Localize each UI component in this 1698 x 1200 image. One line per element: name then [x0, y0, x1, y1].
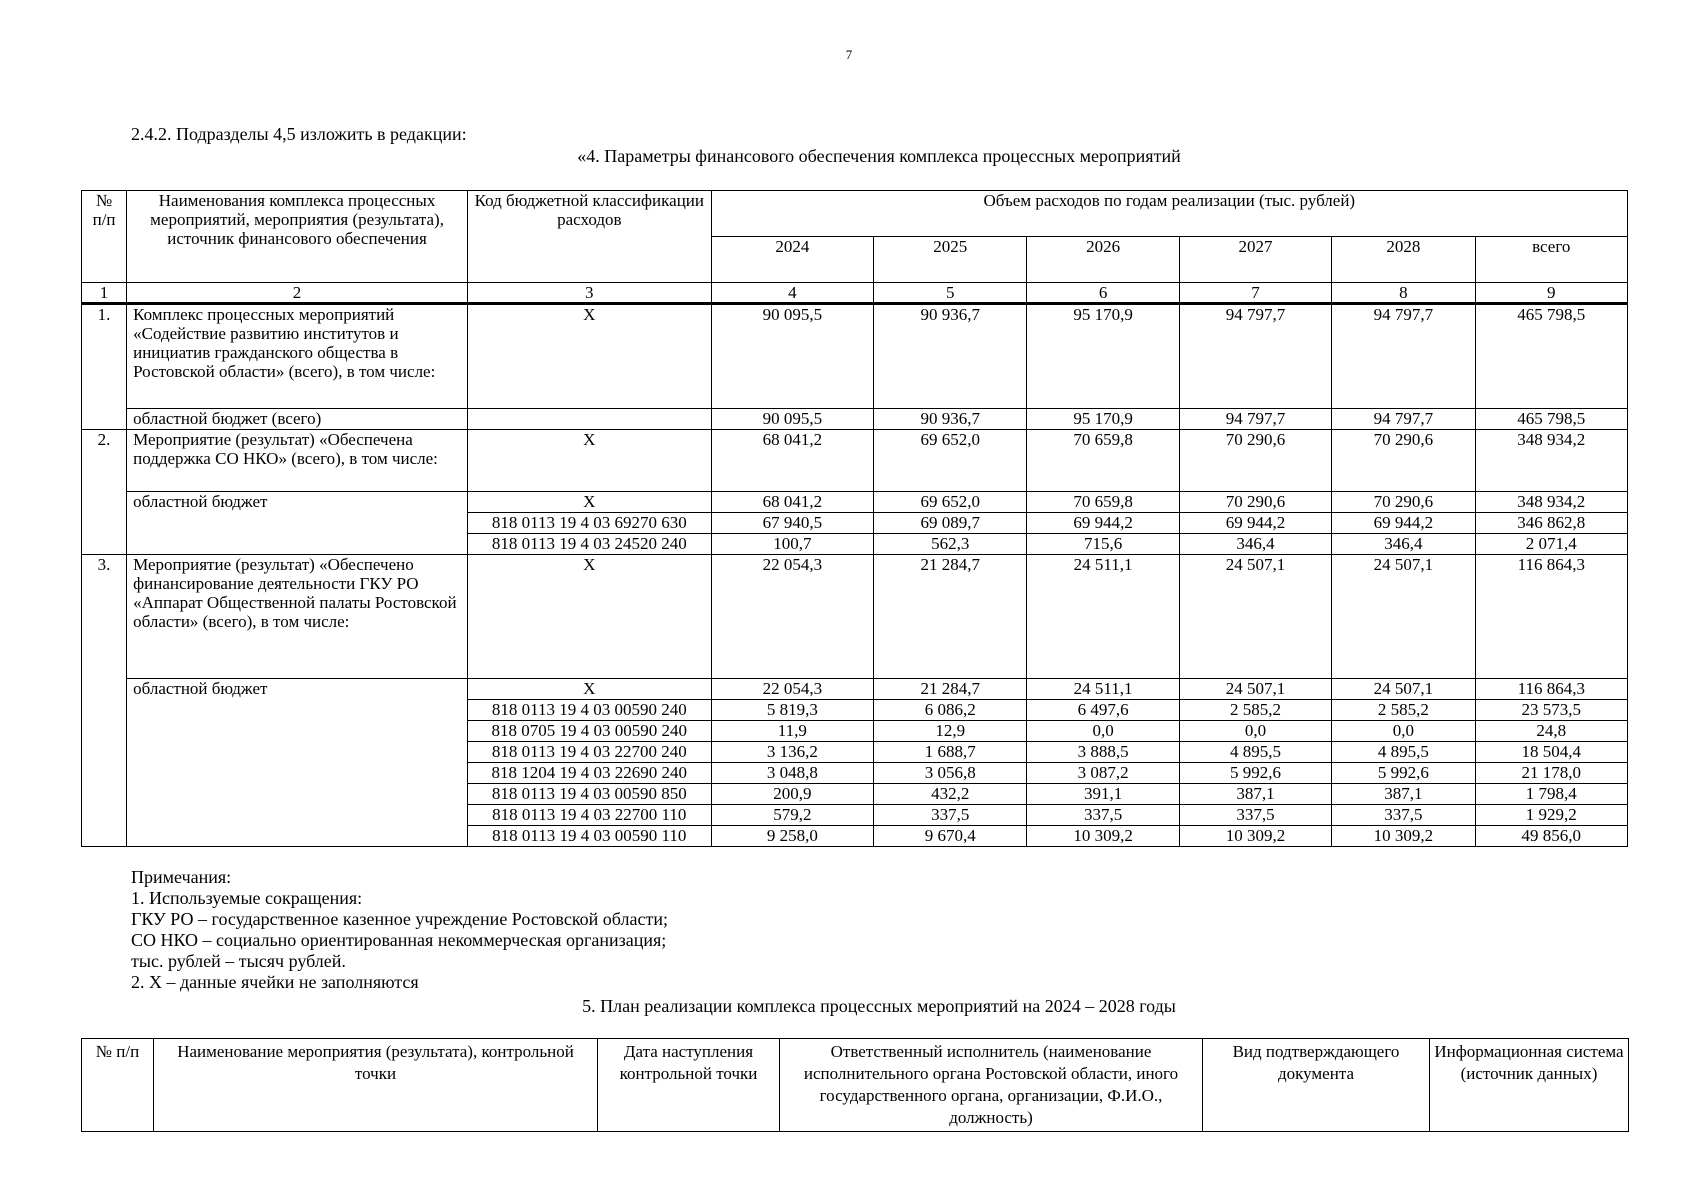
row-total: 49 856,0	[1475, 826, 1627, 847]
row-value: 10 309,2	[1332, 826, 1475, 847]
row-value: 68 041,2	[711, 430, 873, 492]
page-number: 7	[845, 47, 853, 62]
row-value: 337,5	[874, 805, 1027, 826]
row-code: 818 0113 19 4 03 00590 850	[467, 784, 711, 805]
row-value: 0,0	[1332, 721, 1475, 742]
row-value: 200,9	[711, 784, 873, 805]
row-code: 818 0113 19 4 03 00590 240	[467, 700, 711, 721]
row-value: 2 585,2	[1332, 700, 1475, 721]
row-value: 90 095,5	[711, 409, 873, 430]
row-value: 6 497,6	[1027, 700, 1179, 721]
row-value: 9 670,4	[874, 826, 1027, 847]
row-value: 12,9	[874, 721, 1027, 742]
note-line: 1. Используемые сокращения:	[131, 888, 363, 908]
row-code: X	[467, 679, 711, 700]
row-value: 24 507,1	[1179, 679, 1331, 700]
table-row	[82, 430, 1628, 492]
table-row	[82, 679, 1628, 700]
header-year: 2027	[1179, 237, 1331, 283]
row-value: 67 940,5	[711, 513, 873, 534]
note-line: СО НКО – социально ориентированная некоммерческая организация;	[131, 930, 667, 950]
row-value: 2 585,2	[1179, 700, 1331, 721]
header-year: 2025	[874, 237, 1027, 283]
row-value: 21 284,7	[874, 555, 1027, 679]
header-year: 2026	[1027, 237, 1179, 283]
row-value: 90 936,7	[874, 409, 1027, 430]
row-value: 94 797,7	[1332, 304, 1475, 409]
row-code	[467, 409, 711, 430]
note-line: ГКУ РО – государственное казенное учреждение Ростовской области;	[131, 909, 668, 929]
row-value: 0,0	[1027, 721, 1179, 742]
plan-header-system: Информационная система (источник данных)	[1430, 1039, 1629, 1132]
row-total: 348 934,2	[1475, 430, 1627, 492]
row-name: областной бюджет (всего)	[127, 409, 468, 430]
row-value: 70 659,8	[1027, 492, 1179, 513]
column-number: 9	[1475, 283, 1627, 304]
row-value: 22 054,3	[711, 679, 873, 700]
row-value: 69 944,2	[1179, 513, 1331, 534]
row-number: 2.	[82, 430, 127, 555]
column-number: 3	[467, 283, 711, 304]
note-line: Примечания:	[131, 867, 232, 887]
row-value: 21 284,7	[874, 679, 1027, 700]
row-value: 432,2	[874, 784, 1027, 805]
row-code: X	[467, 555, 711, 679]
row-value: 22 054,3	[711, 555, 873, 679]
row-value: 90 936,7	[874, 304, 1027, 409]
plan-header-num: № п/п	[82, 1039, 154, 1132]
row-value: 95 170,9	[1027, 304, 1179, 409]
row-total: 1 798,4	[1475, 784, 1627, 805]
row-code: 818 0113 19 4 03 00590 110	[467, 826, 711, 847]
plan-header-executor: Ответственный исполнитель (наименование исполнительного органа Ростовской области, иного государственного органа, организации, Ф.И.О., должность)	[780, 1039, 1203, 1132]
row-total: 2 071,4	[1475, 534, 1627, 555]
row-name: Комплекс процессных мероприятий «Содействие развитию институтов и инициатив гражданского общества в Ростовской области» (всего), в том числе:	[127, 304, 468, 409]
row-name: Мероприятие (результат) «Обеспечена поддержка СО НКО» (всего), в том числе:	[127, 430, 468, 492]
row-value: 337,5	[1027, 805, 1179, 826]
row-name: областной бюджет	[127, 679, 468, 847]
intro-text: 2.4.2. Подразделы 4,5 изложить в редакции:	[131, 124, 467, 144]
column-number: 5	[874, 283, 1027, 304]
row-value: 579,2	[711, 805, 873, 826]
table-row	[82, 555, 1628, 679]
column-number: 2	[127, 283, 468, 304]
header-name: Наименования комплекса процессных мероприятий, мероприятия (результата), источник финансового обеспечения	[127, 191, 468, 283]
row-value: 387,1	[1179, 784, 1331, 805]
note-line: тыс. рублей – тысяч рублей.	[131, 951, 346, 971]
row-code: X	[467, 430, 711, 492]
row-value: 24 507,1	[1179, 555, 1331, 679]
row-value: 24 511,1	[1027, 679, 1179, 700]
row-value: 68 041,2	[711, 492, 873, 513]
notes	[131, 867, 668, 993]
row-total: 346 862,8	[1475, 513, 1627, 534]
row-value: 715,6	[1027, 534, 1179, 555]
row-total: 348 934,2	[1475, 492, 1627, 513]
row-value: 69 944,2	[1027, 513, 1179, 534]
row-value: 337,5	[1332, 805, 1475, 826]
row-value: 95 170,9	[1027, 409, 1179, 430]
row-number: 1.	[82, 304, 127, 430]
row-value: 6 086,2	[874, 700, 1027, 721]
row-total: 465 798,5	[1475, 304, 1627, 409]
plan-header-date: Дата наступления контрольной точки	[598, 1039, 780, 1132]
row-value: 562,3	[874, 534, 1027, 555]
row-value: 3 048,8	[711, 763, 873, 784]
row-value: 10 309,2	[1179, 826, 1331, 847]
row-total: 24,8	[1475, 721, 1627, 742]
row-value: 0,0	[1179, 721, 1331, 742]
row-value: 94 797,7	[1332, 409, 1475, 430]
row-value: 387,1	[1332, 784, 1475, 805]
header-num: № п/п	[82, 191, 127, 283]
row-value: 70 290,6	[1332, 430, 1475, 492]
row-value: 69 652,0	[874, 430, 1027, 492]
row-value: 69 089,7	[874, 513, 1027, 534]
row-value: 5 992,6	[1179, 763, 1331, 784]
table-row	[82, 492, 1628, 513]
row-total: 465 798,5	[1475, 409, 1627, 430]
row-value: 4 895,5	[1332, 742, 1475, 763]
row-value: 3 136,2	[711, 742, 873, 763]
column-number: 7	[1179, 283, 1331, 304]
row-code: 818 0113 19 4 03 24520 240	[467, 534, 711, 555]
row-value: 11,9	[711, 721, 873, 742]
column-number: 8	[1332, 283, 1475, 304]
row-code: 818 0113 19 4 03 69270 630	[467, 513, 711, 534]
row-value: 3 087,2	[1027, 763, 1179, 784]
plan-table	[81, 1038, 1629, 1132]
table-row	[82, 304, 1628, 409]
row-value: 3 888,5	[1027, 742, 1179, 763]
section-4-title: «4. Параметры финансового обеспечения комплекса процессных мероприятий	[577, 146, 1181, 166]
row-value: 3 056,8	[874, 763, 1027, 784]
row-total: 18 504,4	[1475, 742, 1627, 763]
row-value: 391,1	[1027, 784, 1179, 805]
row-total: 21 178,0	[1475, 763, 1627, 784]
section-5-title: 5. План реализации комплекса процессных мероприятий на 2024 – 2028 годы	[582, 996, 1176, 1016]
row-value: 9 258,0	[711, 826, 873, 847]
header-code: Код бюджетной классификации расходов	[467, 191, 711, 283]
row-value: 69 944,2	[1332, 513, 1475, 534]
column-number: 4	[711, 283, 873, 304]
row-value: 10 309,2	[1027, 826, 1179, 847]
row-total: 1 929,2	[1475, 805, 1627, 826]
row-code: X	[467, 304, 711, 409]
row-value: 346,4	[1332, 534, 1475, 555]
note-line: 2. X – данные ячейки не заполняются	[131, 972, 419, 992]
plan-header-name: Наименование мероприятия (результата), контрольной точки	[154, 1039, 598, 1132]
header-year: 2024	[711, 237, 873, 283]
row-value: 70 290,6	[1179, 430, 1331, 492]
row-value: 24 511,1	[1027, 555, 1179, 679]
row-name: областной бюджет	[127, 492, 468, 555]
row-total: 116 864,3	[1475, 679, 1627, 700]
row-value: 24 507,1	[1332, 555, 1475, 679]
plan-header-document: Вид подтверждающего документа	[1203, 1039, 1430, 1132]
row-total: 116 864,3	[1475, 555, 1627, 679]
row-value: 94 797,7	[1179, 304, 1331, 409]
row-value: 70 290,6	[1332, 492, 1475, 513]
header-total: всего	[1475, 237, 1627, 283]
row-value: 24 507,1	[1332, 679, 1475, 700]
row-value: 90 095,5	[711, 304, 873, 409]
row-value: 100,7	[711, 534, 873, 555]
row-code: 818 0705 19 4 03 00590 240	[467, 721, 711, 742]
row-value: 70 659,8	[1027, 430, 1179, 492]
row-code: 818 0113 19 4 03 22700 110	[467, 805, 711, 826]
row-value: 1 688,7	[874, 742, 1027, 763]
row-value: 94 797,7	[1179, 409, 1331, 430]
row-number: 3.	[82, 555, 127, 847]
row-value: 5 992,6	[1332, 763, 1475, 784]
row-value: 70 290,6	[1179, 492, 1331, 513]
row-value: 69 652,0	[874, 492, 1027, 513]
row-name: Мероприятие (результат) «Обеспечено финансирование деятельности ГКУ РО «Аппарат Общественной палаты Ростовской области» (всего), в том числе:	[127, 555, 468, 679]
row-code: X	[467, 492, 711, 513]
row-total: 23 573,5	[1475, 700, 1627, 721]
column-number: 6	[1027, 283, 1179, 304]
row-value: 337,5	[1179, 805, 1331, 826]
row-code: 818 1204 19 4 03 22690 240	[467, 763, 711, 784]
financing-table	[81, 190, 1628, 847]
row-value: 5 819,3	[711, 700, 873, 721]
column-number: 1	[82, 283, 127, 304]
row-value: 346,4	[1179, 534, 1331, 555]
row-code: 818 0113 19 4 03 22700 240	[467, 742, 711, 763]
header-year: 2028	[1332, 237, 1475, 283]
row-value: 4 895,5	[1179, 742, 1331, 763]
table-row	[82, 409, 1628, 430]
header-volume: Объем расходов по годам реализации (тыс. рублей)	[711, 191, 1627, 237]
